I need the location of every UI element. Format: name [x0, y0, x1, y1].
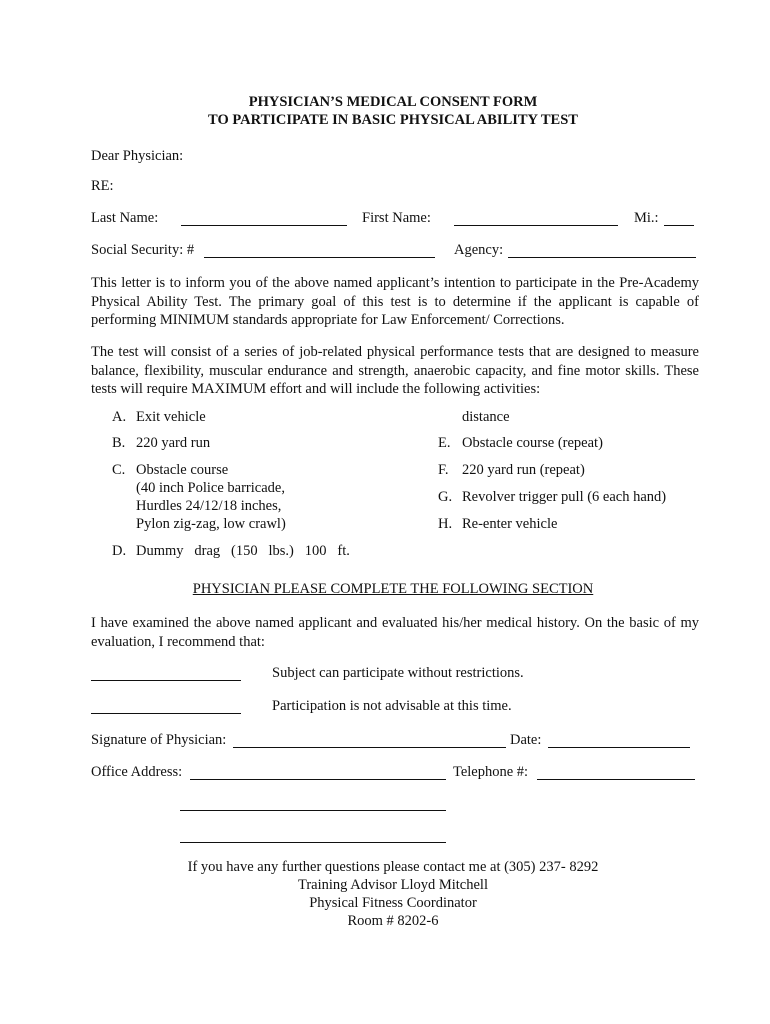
office-address-field-2[interactable] — [180, 810, 446, 811]
agency-field[interactable] — [508, 257, 696, 258]
activity-letter: D. — [112, 543, 127, 559]
first-name-field[interactable] — [454, 225, 618, 226]
activity-c-detail-3: Pylon zig-zag, low crawl) — [136, 516, 286, 532]
re-label: RE: — [91, 178, 114, 194]
contact-line-3: Physical Fitness Coordinator — [309, 895, 477, 911]
activity-letter: B. — [112, 435, 126, 451]
activity-c — [112, 462, 228, 479]
activity-c-detail-1: (40 inch Police barricade, — [136, 480, 285, 496]
activity-text: Exit vehicle — [136, 409, 206, 425]
activity-h — [438, 516, 557, 533]
physician-section-heading: PHYSICIAN PLEASE COMPLETE THE FOLLOWING SECTION — [192, 581, 594, 597]
activity-letter: E. — [438, 435, 451, 451]
telephone-field[interactable] — [537, 779, 695, 780]
form-title-line-2: TO PARTICIPATE IN BASIC PHYSICAL ABILITY TEST — [208, 112, 578, 128]
last-name-field[interactable] — [181, 225, 347, 226]
activity-e — [438, 435, 603, 452]
evaluation-paragraph: I have examined the above named applicant and evaluated his/her medical history. On the basic of my evaluation, I recommend that: — [91, 615, 699, 650]
signature-field[interactable] — [233, 747, 506, 748]
intro-paragraph: This letter is to inform you of the above named applicant’s intention to participate in the Pre-Academy Physical Ability Test. The primary goal of this test is to determine if the applicant is capable of performing MINIMUM standards appropriate for Law Enforcement/ Corrections. — [91, 275, 699, 328]
test-description-paragraph: The test will consist of a series of job-related physical performance tests that are designed to measure balance, flexibility, muscular endurance and strength, anaerobic capacity, and fine motor skills. These tests will require MAXIMUM effort and will include the following activities: — [91, 344, 699, 397]
activity-d-continuation: distance — [462, 409, 510, 425]
activity-b — [112, 435, 210, 452]
office-address-field-3[interactable] — [180, 842, 446, 843]
contact-line-2: Training Advisor Lloyd Mitchell — [298, 877, 488, 893]
signature-label: Signature of Physician: — [91, 732, 227, 748]
activity-text: Revolver trigger pull (6 each hand) — [462, 489, 667, 505]
option-participate-text: Subject can participate without restrictions. — [272, 665, 524, 681]
option-not-advisable-blank[interactable] — [91, 713, 241, 714]
first-name-label: First Name: — [362, 210, 431, 226]
contact-line-4: Room # 8202-6 — [347, 913, 439, 929]
activity-letter: C. — [112, 462, 126, 478]
option-participate-blank[interactable] — [91, 680, 241, 681]
telephone-label: Telephone #: — [453, 764, 529, 780]
activity-text: Re-enter vehicle — [462, 516, 558, 532]
mi-label: Mi.: — [634, 210, 659, 226]
contact-line-1: If you have any further questions please contact me at (305) 237- 8292 — [187, 859, 599, 875]
agency-label: Agency: — [454, 242, 504, 258]
activity-letter: A. — [112, 409, 127, 425]
activity-letter: G. — [438, 489, 453, 505]
activity-letter: F. — [438, 462, 449, 478]
ssn-field[interactable] — [204, 257, 435, 258]
activity-letter: H. — [438, 516, 453, 532]
form-title-line-1: PHYSICIAN’S MEDICAL CONSENT FORM — [248, 94, 538, 110]
activity-a — [112, 409, 206, 426]
activity-text: Obstacle course (repeat) — [462, 435, 603, 451]
activity-c-detail-2: Hurdles 24/12/18 inches, — [136, 498, 282, 514]
mi-field[interactable] — [664, 225, 694, 226]
office-address-label: Office Address: — [91, 764, 183, 780]
option-not-advisable-text: Participation is not advisable at this time. — [272, 698, 512, 714]
last-name-label: Last Name: — [91, 210, 159, 226]
ssn-label: Social Security: # — [91, 242, 195, 258]
activity-text: Dummy drag (150 lbs.) 100 ft. — [136, 543, 350, 559]
activity-text: 220 yard run — [136, 435, 211, 451]
date-label: Date: — [510, 732, 542, 748]
activity-g — [438, 489, 666, 506]
activity-text: 220 yard run (repeat) — [462, 462, 585, 478]
activity-f — [438, 462, 585, 479]
date-field[interactable] — [548, 747, 690, 748]
office-address-field-1[interactable] — [190, 779, 446, 780]
activity-text: Obstacle course — [136, 462, 229, 478]
salutation: Dear Physician: — [91, 148, 184, 164]
activity-d — [112, 543, 350, 560]
